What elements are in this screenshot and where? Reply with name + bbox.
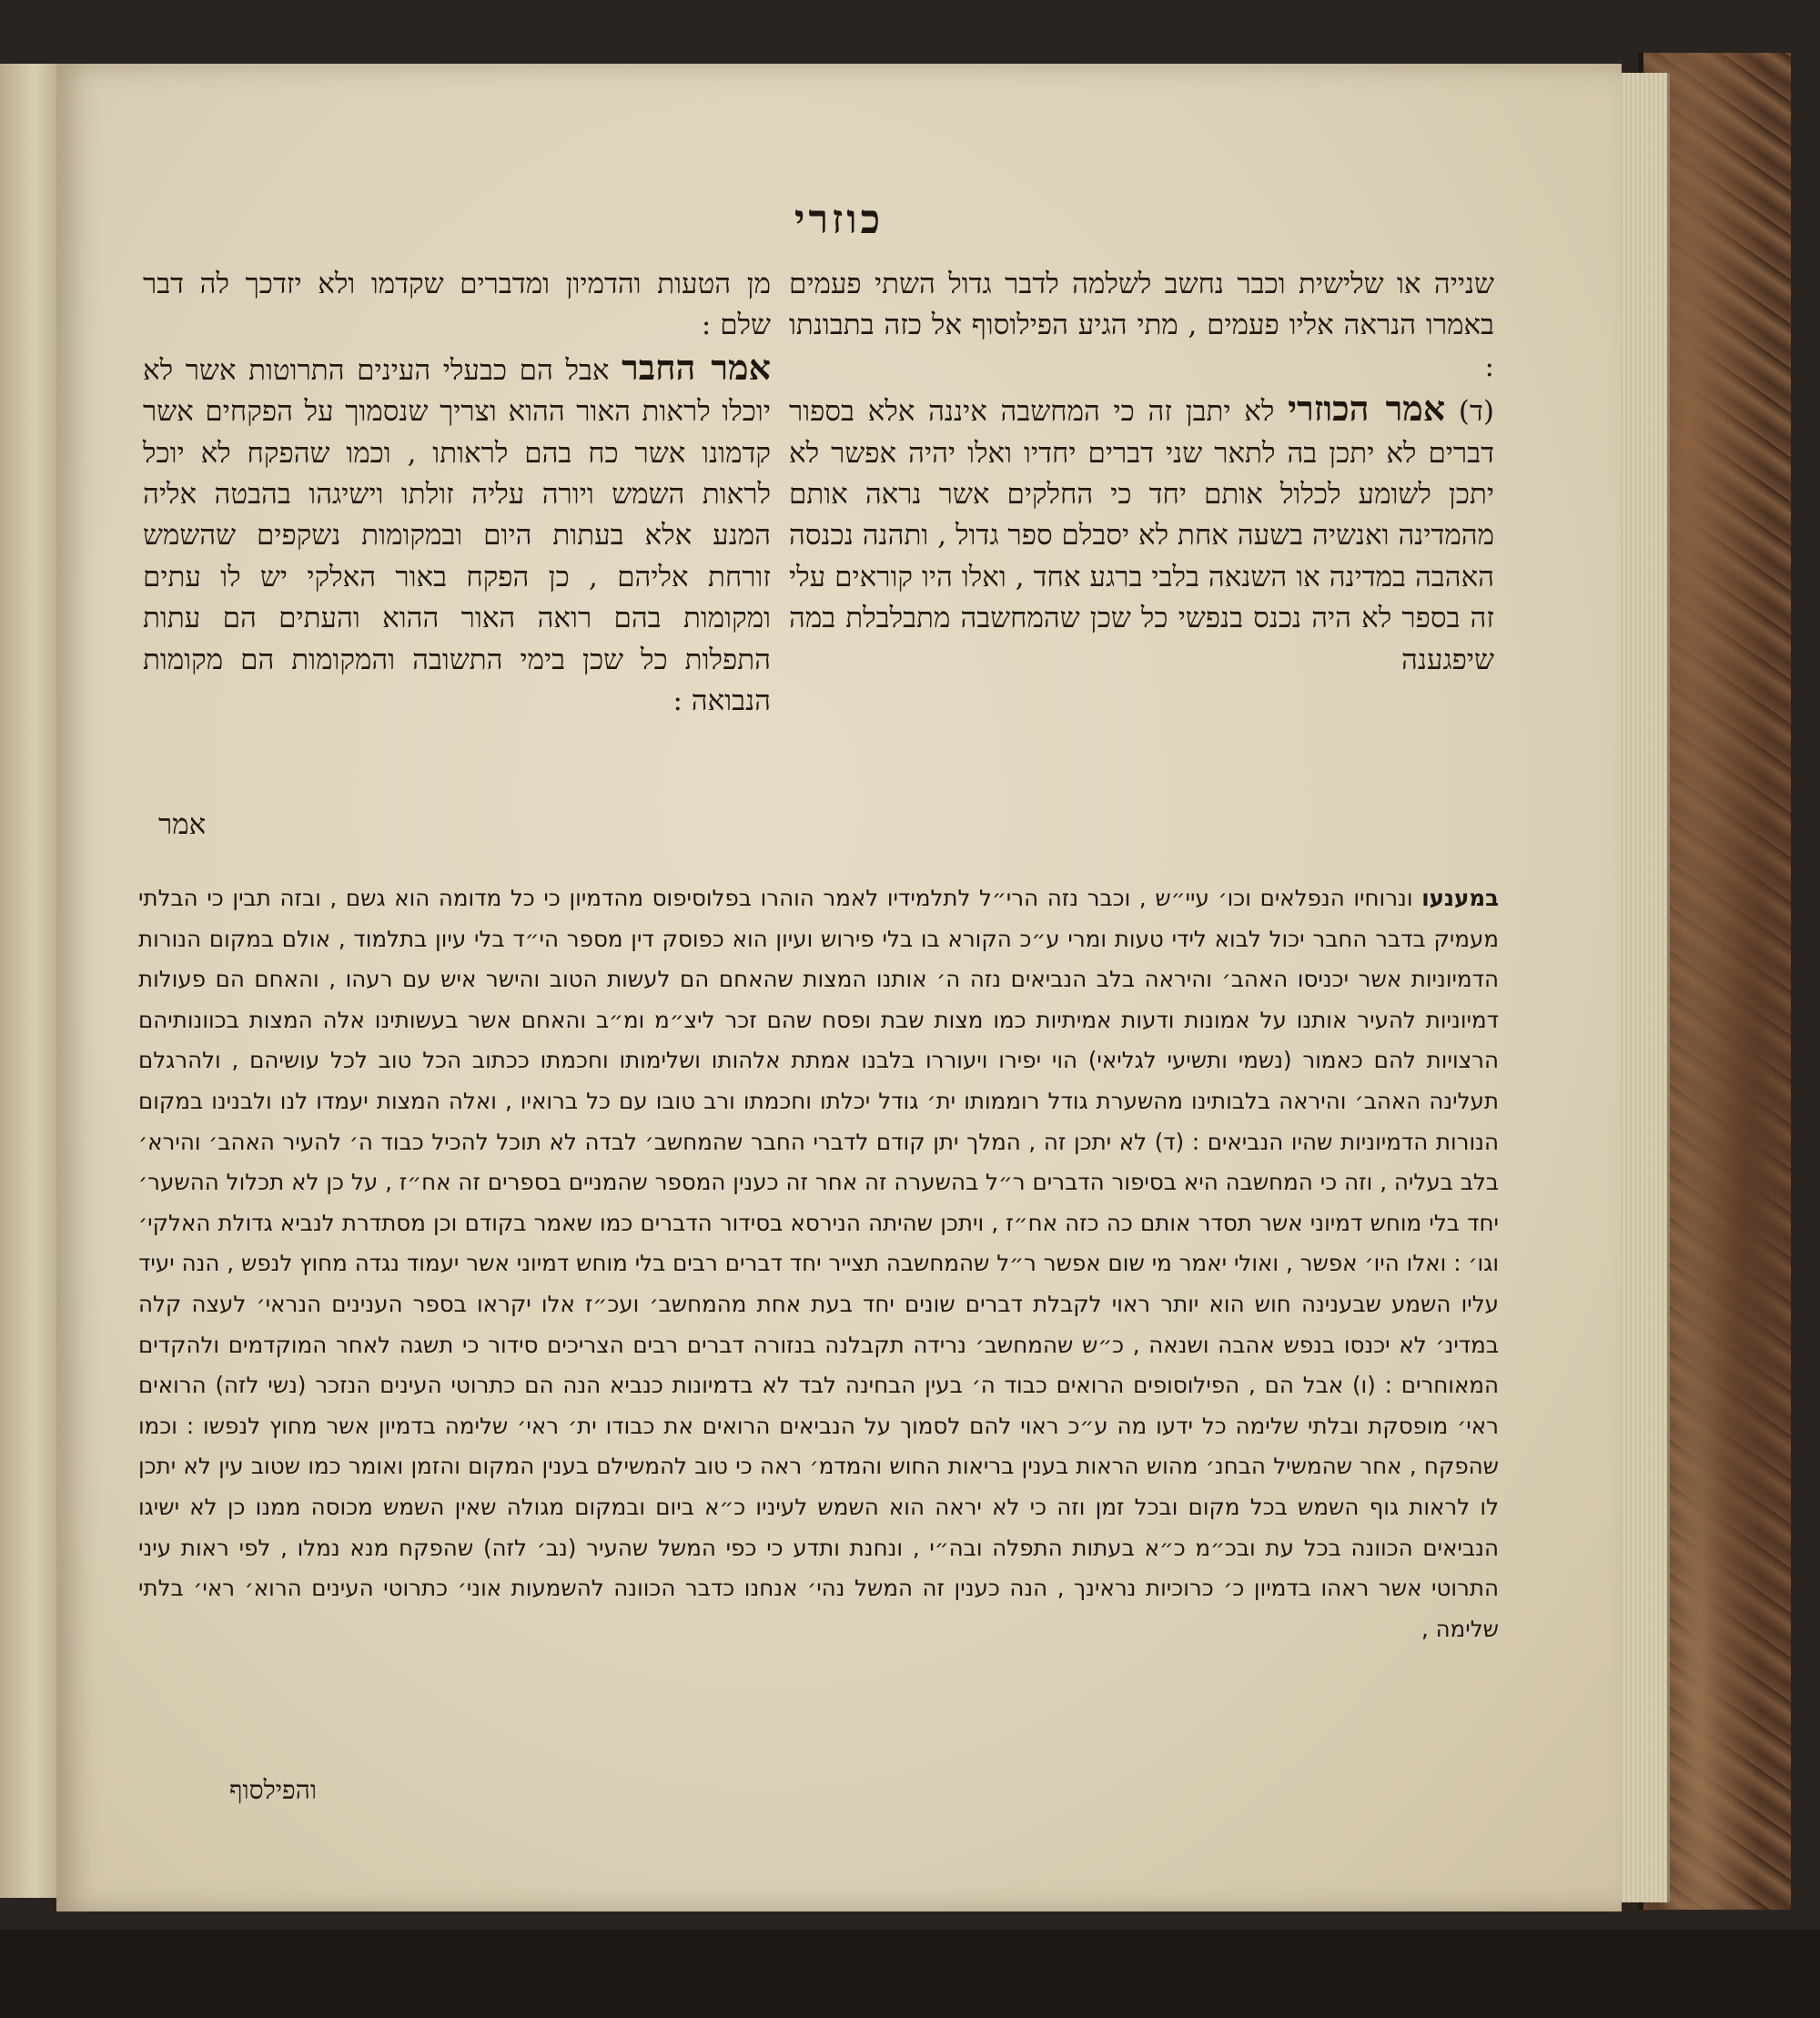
left-column-body: אבל הם כבעלי העינים התרוטות אשר לא יוכלו לראות האור ההוא וצריך שנסמוך על הפקחים אשר קדמונו אשר כח בהם לראותו , וכמו שהפקח לא יוכל לראות השמש ויורה עליה זולתו וישיגהו בהבטה אליה המנע אלא בעתות היום ובמקומות נשקפים שהשמש זורחת אליהם , כן הפקח באור האלקי יש לו עתים ומקומות בהם רואה האור ההוא והעתים הם עתות התפלות כל שכן בימי התשובה והמקומות הם מקומות הנבואה :	[143, 353, 771, 718]
left-column-paragraph	[143, 347, 771, 723]
speaker-heading: אמר הכוזרי	[1288, 388, 1446, 430]
running-head: כוזרי	[794, 197, 885, 243]
speaker-heading: אמר החבר	[622, 346, 771, 388]
table-background	[0, 1930, 1820, 2018]
left-page-edge	[0, 64, 56, 1898]
catchword: אמר	[158, 808, 207, 841]
right-column-paragraph	[789, 388, 1494, 681]
commentary-text: ונרוחיו הנפלאים וכו׳ עיי״ש , וכבר נזה הרי״ל לתלמידיו לאמר הוהרו בפלוסיפוס מהדמיון כי כל מדומה הוא גשם , ובזה תבין כי הבלתי מעמיק בדבר החבר יכול לבוא לידי טעות ומרי ע״כ הקורא בו בלי פירוש ועיון הוא כפוסק דין מספר הי״ד בלי עיון בתלמוד , אולם במקום הנורות הדמיוניות אשר יכניסו האהב׳ והיראה בלב הנביאים נזה ה׳ אותנו המצות שהאחם הם לעשות הטוב והישר איש עם רעהו , והאחם הם פעולות דמיוניות להעיר אותנו על אמונות ודעות אמיתיות כמו מצות שבת ופסח שהם זכר ליצ״מ ומ״ב והאחם אשר בעשותינו אלה המצות בכוונותיהם הרצויות להם כאמור (נשמי ותשיעי לגליאי) הוי יפירו ויעוררו בלבנו אמתת אלהותו ושלימותו וחכמתו ככתוב הכל טוב לכל עושיהם , ולהרגלם תעלינה האהב׳ והיראה בלבותינו מהשערת גודל רוממותו ית׳ גודל יכלתו וחכמתו ורב טובו עם כל ברואיו , ואלה המצות יעמדו לנו ולבנינו במקום הנורות הדמיוניות שהיו הנביאים : (ד) לא יתכן זה , המלך יתן קודם לדברי החבר שהמחשב׳ לבדה לא תוכל להכיל כבוד ה׳ להעיר האהב׳ והירא׳ בלב בעליה , וזה כי המחשבה היא בסיפור הדברים ר״ל בהשערה זה אחר זה כענין המספר שהמניים בספרים זה אח״ז , על כן לא תכלול ההשער׳ יחד בלי מוחש דמיוני אשר תסדר אותם כה כזה אח״ז , ויתכן שהיתה הנירסא בסידור הדברים כמו שאמר בקודם וכן מסתדרת לנביא גדולת האלקי׳ וגו׳ : ואלו היו׳ אפשר , ואולי יאמר מי שום אפשר ר״ל שהמחשבה תצייר יחד דברים רבים בלי מוחש דמיוני אשר יעמוד נגדה מחוץ לנפש , הנה יעיד עליו השמע שבענינה חוש הוא יותר ראוי לקבלת דברים שונים יחד בעת אחת מהמחשב׳ ועכ״ז אלו יקראו בספר הענינים הנראי׳ לעצה קלה במדינ׳ לא יכנסו בנפש אהבה ושנאה , כ״ש שהמחשב׳ נרידה תקבלנה בנזורה דברים רבים הצריכים סידור כי תשגה לאחר המוקדמים ולהקדים המאוחרים : (ו) אבל הם , הפילוסופים הרואים כבוד ה׳ בעין הבחינה לבד לא בדמיונות כנביא הנה הם כתרוטי העינים הנזכר (נשי לזה) הרואים ראי׳ מופסקת ובלתי שלימה כל ידעו מה ע״כ ראוי להם לסמוך על הנביאים הרואים את כבודו ית׳ ראי׳ שלימה בדמיון אשר מחוץ לנפשו : וכמו שהפקח , אחר שהמשיל הבחנ׳ מהוש הראות בענין בריאות החוש והמדמ׳ ראה כי טוב להמשילם בענין המקום והזמן ואומר כמו שטוב עין לא יתכן לו לראות גוף השמש בכל מקום ובכל זמן וזה כי לא יראה הוא השמש לעיניו כ״א ביום ובמקום מגולה שאין השמש מכוסה ממנו כן לא ישיגו הנביאים הכוונה בכל עת ובכ״מ כ״א בעתות התפלה ובה״י , ונחנת ותדע כי כפי המשל שהעיר (נב׳ לזה) שהפקח מנא נמלו , לפי ראות עיני התרוטי אשר ראהו בדמיון כ׳ כרוכיות נראינך , הנה כענין זה המשל נהי׳ אנחנו כדבר הכוונה להשמעות אוני׳ כתרוטי העינים הרוא׳ ראי׳ בלתי שלימה ,	[138, 885, 1499, 1642]
commentary-block	[138, 878, 1499, 1649]
commentary-catchword: והפילסוף	[229, 1775, 317, 1805]
paragraph-number: (ד)	[1458, 395, 1495, 429]
right-column	[789, 264, 1494, 681]
left-column	[143, 264, 771, 722]
left-column-opening: מן הטעות והדמיון ומדברים שקדמו ולא יזדכך לה דבר שלם :	[143, 268, 771, 342]
book-page	[56, 64, 1622, 1912]
right-column-body: לא יתבן זה כי המחשבה איננה אלא בספור דברים לא יתכן בה לתאר שני דברים יחדיו ואלו יהיה אפשר לא יתכן לשומע לכלול אותם יחד כי החלקים אשר נראה אותם מהמדינה ואנשיה בשעה אחת לא יסבלם ספר גדול , ותהנה נכנסה האהבה במדינה או השנאה בלבי ברגע אחד , ואלו היו קוראים עלי זה בספר לא היה נכנס בנפשי כל שכן שהמחשבה מתבלבלת במה שיפגענה	[789, 395, 1494, 676]
right-column-opening: שנייה או שלישית וכבר נחשב לשלמה לדבר גדול השתי פעמים באמרו הנראה אליו פעמים , מתי הגיע הפילוסוף אל כזה בתבונתו :	[789, 268, 1494, 383]
commentary-first-word: במענעו	[1421, 885, 1500, 911]
